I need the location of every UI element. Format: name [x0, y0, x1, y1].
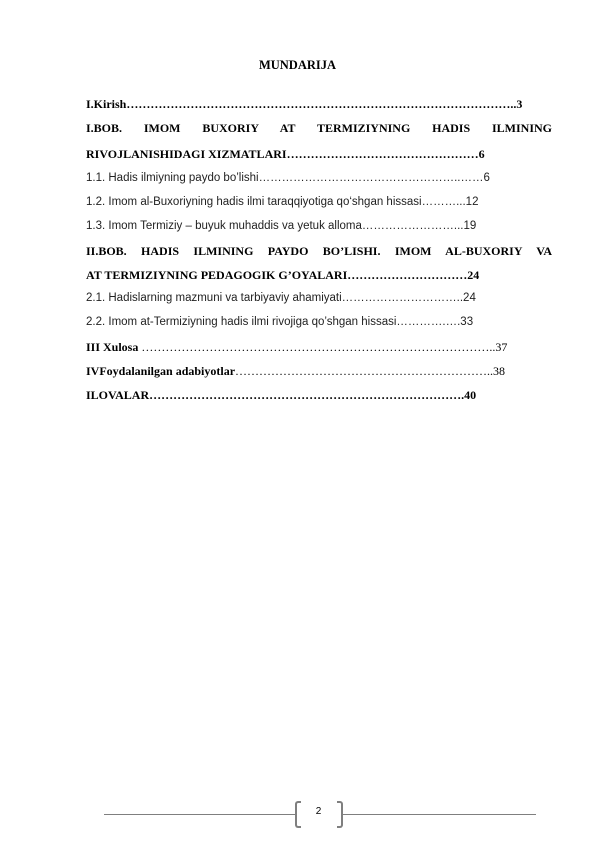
toc-adabiyotlar [86, 364, 552, 379]
toc-adabiyotlar-label: IVFoydalanilgan adabiyotlar [86, 364, 236, 378]
toc-adabiyotlar-leader: ………………………………………………………..38 [235, 364, 506, 378]
toc-section-2-1: 2.1. Hadislarning mazmuni va tarbiyaviy ahamiyati…………………………..24 [86, 292, 476, 304]
footer-rule-right [343, 814, 536, 815]
toc-chapter-2-line-1: II.BOB. HADIS ILMINING PAYDO BO’LISHI. IMOM AL-BUXORIY VA [86, 244, 552, 258]
page-number: 2 [315, 806, 322, 817]
toc-section-1-3: 1.3. Imom Termiziy – buyuk muhaddis va yetuk alloma……………………...19 [86, 220, 477, 232]
toc-section-1-2: 1.2. Imom al-Buxoriyning hadis ilmi taraqqiyotiga qo‘shgan hissasi………...12 [86, 196, 479, 208]
footer-rule-left [104, 814, 296, 815]
page-title: MUNDARIJA [258, 58, 337, 72]
toc-xulosa [86, 340, 552, 355]
toc-ilovalar: ILOVALAR…………………………………………………………………….40 [86, 388, 477, 402]
toc-xulosa-leader: ……………………………………………………………………………..37 [138, 340, 508, 354]
toc-xulosa-label: III Xulosa [86, 340, 139, 354]
toc-section-2-2: 2.2. Imom at-Termiziyning hadis ilmi rivojiga qo’shgan hissasi………….….33 [86, 316, 474, 328]
toc-chapter-1-line-2: RIVOJLANISHIDAGI XIZMATLARI…………………………………………6 [86, 147, 485, 161]
toc-intro: I.Kirish……………………………………………………………………………………..3 [86, 97, 523, 111]
toc-section-1-1: 1.1. Hadis ilmiyning paydo bo’lishi……………………………………………..……6 [86, 172, 490, 184]
toc-chapter-2-line-2: AT TERMIZIYNING PEDAGOGIK G’OYALARI…………………………24 [86, 268, 480, 282]
toc-chapter-1-line-1: I.BOB. IMOM BUXORIY AT TERMIZIYNING HADIS ILMINING [86, 121, 552, 135]
